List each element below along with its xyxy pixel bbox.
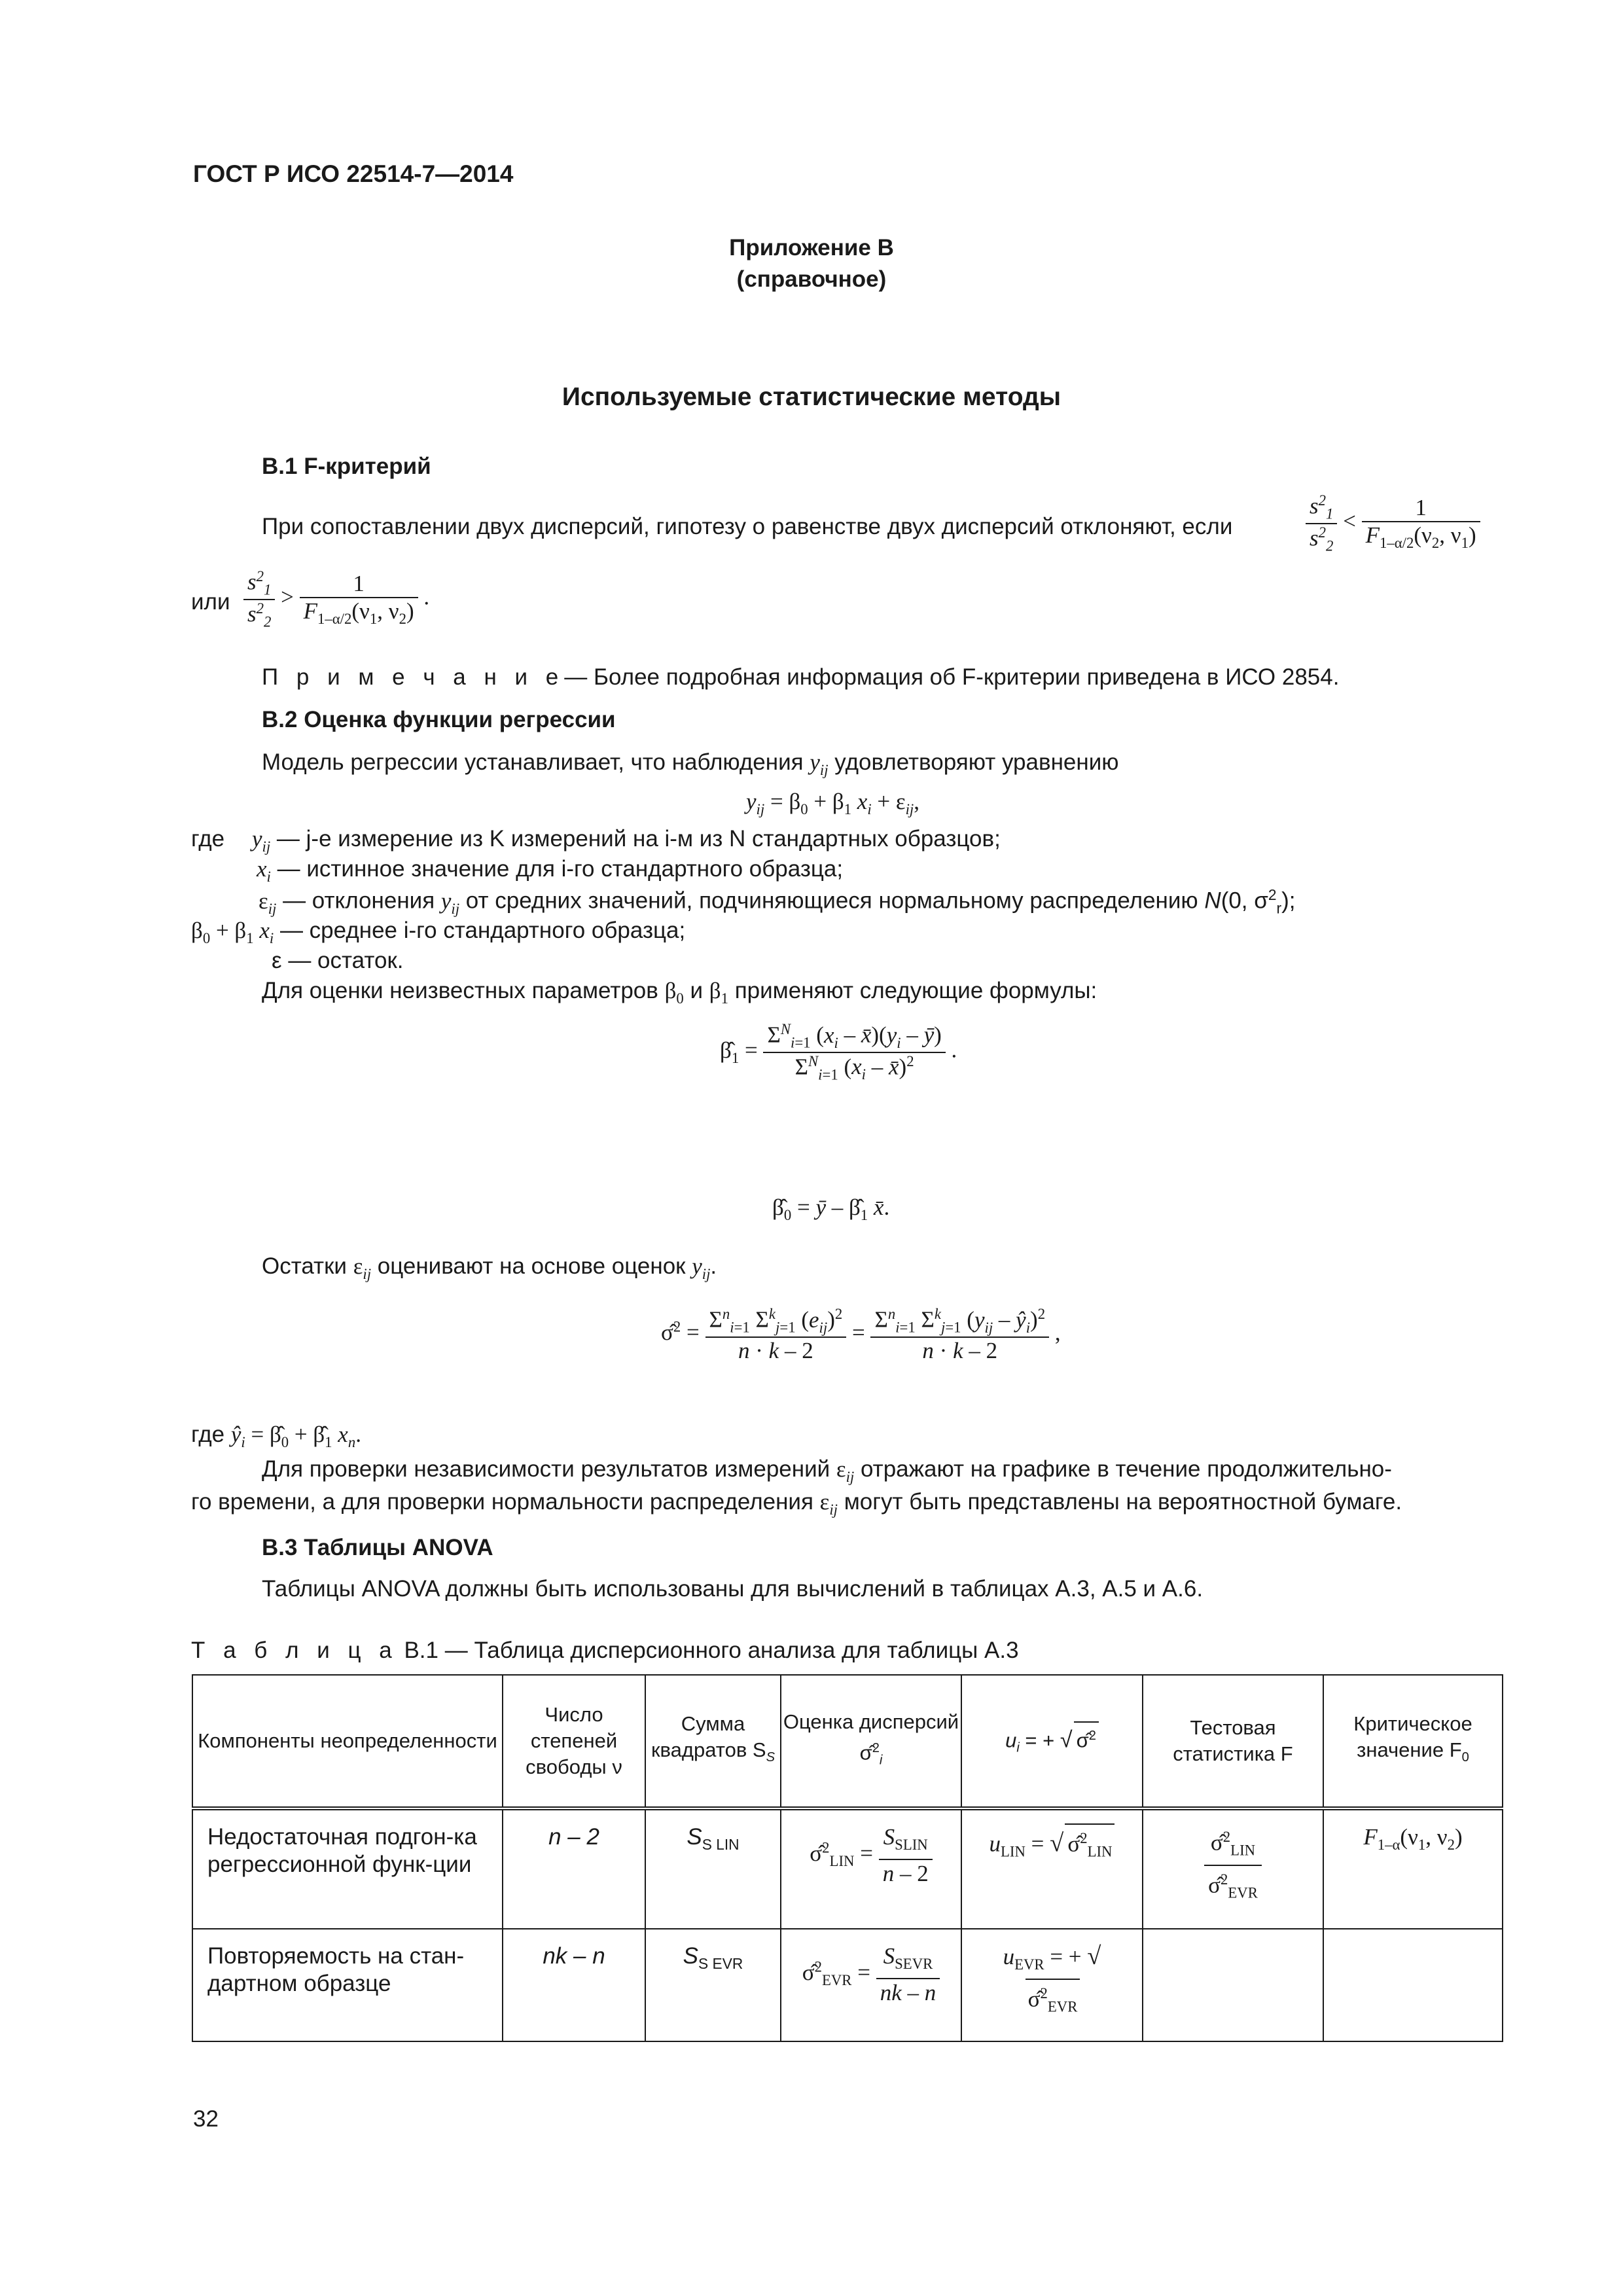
section-b2-heading: В.2 Оценка функции регрессии [262,707,616,732]
where2-line: где $ŷ_i$ = $\betâ_0$ + $\betâ_1$ $x_n$. [191,1422,361,1450]
row2-critical [1323,1929,1503,2041]
f-test-formula-2: $\frac{s^2_1}{s^2_2}$ > $\frac{1}{F_{1-\alpha/2}(\nu_1, \nu_2)}$ . [243,568,429,630]
table-header-row [192,1675,1503,1808]
residuals-text: Остатки $\varepsilon_{ij}$ оценивают на основе оценок $y_{ij}$. [262,1253,717,1282]
row1-component: Недостаточная подгон-ка регрессионной функ-ции [192,1808,503,1929]
where-label: где [191,826,225,852]
sigma-estimate-formula: σ̂$^2$ = $\frac{\Sigma^n_{i=1} \Sigma^k_{j=1} (e_{ij})^2}{n \cdot k - 2}$ = $\frac{\Sigma^n_{i=1} \Sigma^k_{j=1} (y_{ij} - ŷ_i)^2}{n \cdot k - 2}$ , [661,1306,1061,1363]
definition-xi: $x_i$ — истинное значение для i-го стандартного образца; [257,856,844,885]
section-b3-heading: В.3 Таблицы ANOVA [262,1535,493,1560]
table-caption: Т а б л и ц а В.1 — Таблица дисперсионного анализа для таблицы А.3 [191,1638,1019,1663]
row1-critical: $F_{1-\alpha}(\nu_1$, $\nu_2$) [1323,1808,1503,1929]
appendix-title: Приложение В [729,235,894,260]
note-label: П р и м е ч а н и е [262,664,565,690]
row2-variance: σ̂$^2_{EVR}$ = $\frac{S_{SEVR}}{nk - n}$ [781,1929,961,2041]
row1-test-stat: $\frac{\sigmâ^2_{LIN}}{\sigmâ^2_{EVR}}$ [1143,1808,1323,1929]
row1-u: $u_{LIN}$ = √ σ̂$^2_{LIN}$ [961,1808,1143,1929]
appendix-heading [0,232,1623,295]
header-variance-estimate: Оценка дисперсий σ̂$^2_i$ [781,1675,961,1808]
header-components: Компоненты неопределенности [192,1675,503,1808]
header-dof: Число степеней свободы ν [503,1675,645,1808]
header-sum-squares: Сумма квадратов $S_S$ [645,1675,781,1808]
definition-yij: $y_{ij}$ — j-е измерение из K измерений на i-м из N стандартных образцов; [252,826,1001,855]
or-word: или [191,589,230,615]
anova-table [192,1674,1503,2042]
definition-epsilon: $\varepsilon_{ij}$ — отклонения $y_{ij}$ от средних значений, подчиняющиеся нормальному распределению N(0, $\sigma^2_r$); [259,886,1296,917]
row2-test-stat [1143,1929,1323,2041]
b1-note [262,664,1339,691]
main-title: Используемые статистические методы [562,383,1061,411]
definition-mean: $\beta_0 + \beta_1$ $x_i$ — среднее i-го стандартного образца; [191,918,686,946]
params-text: Для оценки неизвестных параметров $\beta_0$ и $\beta_1$ применяют следующие формулы: [262,978,1097,1007]
header-test-statistic: Тестовая статистика F [1143,1675,1323,1808]
definition-residual: ε — остаток. [272,948,404,973]
note-text: — Более подробная информация об F-критерии приведена в ИСО 2854. [564,664,1340,690]
regression-equation: $y_{ij} = \beta_0 + \beta_1$ $x_i + \varepsilon_{ij}$, [746,789,920,817]
document-code: ГОСТ Р ИСО 22514-7—2014 [193,160,514,187]
row2-u: $u_{EVR}$ = + √σ̂$^2_{EVR}$ [961,1929,1143,2041]
beta1-estimate-formula: $\betâ_1$ = $\frac{\Sigma^N_{i=1} (x_i - x̄)(y_i - ȳ)}{\Sigma^N_{i=1} (x_i - x̄)^2}$ . [720,1021,957,1083]
section-b1-text: При сопоставлении двух дисперсий, гипотезу о равенстве двух дисперсий отклоняют, если [262,514,1233,539]
row1-dof: n – 2 [503,1808,645,1929]
row1-ss: $S_{S LIN}$ [645,1808,781,1929]
page-number: 32 [193,2106,219,2132]
header-critical-value: Критическое значение $F_0$ [1323,1675,1503,1808]
section-b3-text: Таблицы ANOVA должны быть использованы для вычислений в таблицах А.3, А.5 и А.6. [262,1576,1204,1602]
row1-variance: σ̂$^2_{LIN}$ = $\frac{S_{SLIN}}{n - 2}$ [781,1808,961,1929]
header-u: $u_i$ = + √ σ̂$^2$ [961,1675,1143,1808]
row2-ss: $S_{S EVR}$ [645,1929,781,2041]
table-row [192,1929,1503,2041]
final-text-1: Для проверки независимости результатов измерений $\varepsilon_{ij}$ отражают на графике в течение продолжительно- [262,1456,1392,1485]
final-text-2: го времени, а для проверки нормальности распределения $\varepsilon_{ij}$ могут быть представлены на вероятностной бумаге. [191,1489,1402,1518]
appendix-subtitle: (справочное) [736,266,887,292]
b2-intro: Модель регрессии устанавливает, что наблюдения $y_{ij}$ удовлетворяют уравнению [262,749,1119,778]
table-row [192,1808,1503,1929]
section-b1-heading: В.1 F-критерий [262,454,431,479]
f-test-formula-1: $\frac{s^2_1}{s^2_2}$ < $\frac{1}{F_{1-\alpha/2}(\nu_2, \nu_1)}$ [1306,492,1480,554]
row2-component: Повторяемость на стан-дартном образце [192,1929,503,2041]
beta0-estimate-formula: $\betâ_0$ = ȳ – $\betâ_1$ x̄. [772,1194,890,1223]
row2-dof: nk – n [503,1929,645,2041]
